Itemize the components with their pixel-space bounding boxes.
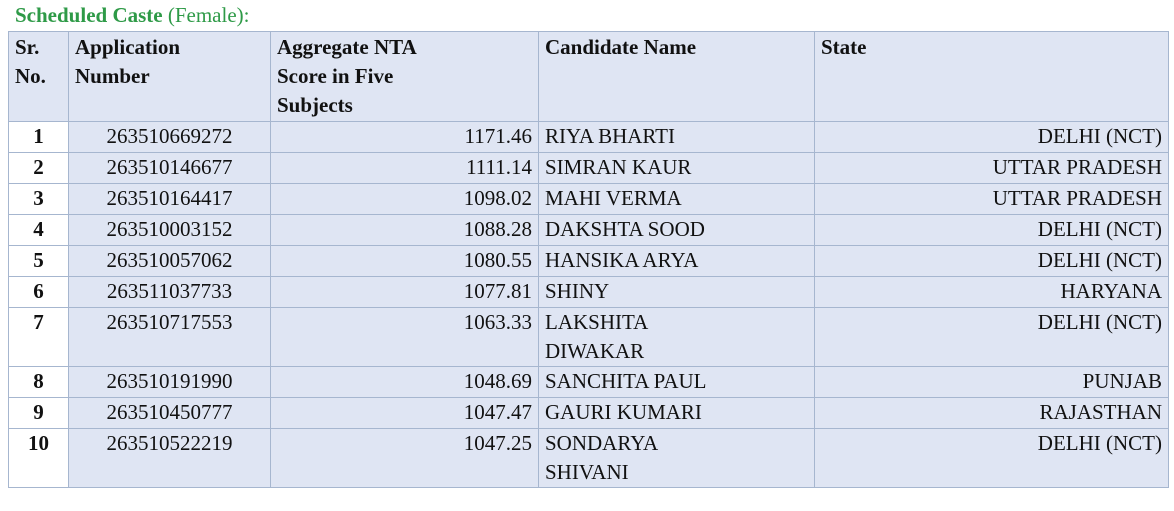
candidate-name-line: SONDARYA <box>545 431 659 455</box>
state-cell: HARYANA <box>815 277 1169 308</box>
candidate-name-line: DIWAKAR <box>545 339 645 363</box>
candidate-name-line: SHINY <box>545 279 610 303</box>
sr-no-cell: 4 <box>9 215 69 246</box>
header-application-line-1: Application <box>75 35 181 59</box>
header-sr-no <box>9 32 69 122</box>
candidate-name-cell <box>539 367 815 398</box>
aggregate-score-cell: 1048.69 <box>271 367 539 398</box>
sr-no-cell: 5 <box>9 246 69 277</box>
candidate-name-line: SIMRAN KAUR <box>545 155 692 179</box>
header-score-line-3: Subjects <box>277 93 353 117</box>
merit-list-table <box>8 31 1169 488</box>
state-cell: DELHI (NCT) <box>815 215 1169 246</box>
table-row <box>9 367 1169 398</box>
application-number-cell: 263510669272 <box>69 122 271 153</box>
aggregate-score-cell: 1063.33 <box>271 308 539 367</box>
candidate-name-cell <box>539 246 815 277</box>
state-cell: UTTAR PRADESH <box>815 184 1169 215</box>
state-cell: DELHI (NCT) <box>815 308 1169 367</box>
aggregate-score-cell: 1111.14 <box>271 153 539 184</box>
sr-no-cell: 1 <box>9 122 69 153</box>
header-state: State <box>815 32 1169 122</box>
candidate-name-line: LAKSHITA <box>545 310 649 334</box>
candidate-name-line: RIYA BHARTI <box>545 124 675 148</box>
application-number-cell: 263510164417 <box>69 184 271 215</box>
header-score-line-1: Aggregate NTA <box>277 35 417 59</box>
aggregate-score-cell: 1047.25 <box>271 429 539 488</box>
application-number-cell: 263511037733 <box>69 277 271 308</box>
table-header <box>9 32 1169 122</box>
table-row <box>9 398 1169 429</box>
state-cell: UTTAR PRADESH <box>815 153 1169 184</box>
candidate-name-cell <box>539 184 815 215</box>
table-row <box>9 308 1169 367</box>
state-cell: RAJASTHAN <box>815 398 1169 429</box>
sr-no-cell: 6 <box>9 277 69 308</box>
table-row <box>9 184 1169 215</box>
candidate-name-cell <box>539 308 815 367</box>
candidate-name-cell <box>539 153 815 184</box>
header-application-number <box>69 32 271 122</box>
sr-no-cell: 2 <box>9 153 69 184</box>
header-row <box>9 32 1169 122</box>
aggregate-score-cell: 1088.28 <box>271 215 539 246</box>
candidate-name-line: MAHI VERMA <box>545 186 682 210</box>
header-aggregate-score <box>271 32 539 122</box>
header-application-line-2: Number <box>75 64 150 88</box>
candidate-name-line: SHIVANI <box>545 460 629 484</box>
application-number-cell: 263510450777 <box>69 398 271 429</box>
sr-no-cell: 7 <box>9 308 69 367</box>
candidate-name-cell <box>539 429 815 488</box>
state-cell: PUNJAB <box>815 367 1169 398</box>
header-candidate-name: Candidate Name <box>539 32 815 122</box>
table-row <box>9 277 1169 308</box>
header-score-line-2: Score in Five <box>277 64 394 88</box>
table-row <box>9 246 1169 277</box>
candidate-name-cell <box>539 398 815 429</box>
sr-no-cell: 3 <box>9 184 69 215</box>
aggregate-score-cell: 1171.46 <box>271 122 539 153</box>
table-row <box>9 153 1169 184</box>
caption-category: Scheduled Caste <box>15 3 163 27</box>
sr-no-cell: 8 <box>9 367 69 398</box>
application-number-cell: 263510522219 <box>69 429 271 488</box>
table-row <box>9 429 1169 488</box>
caption-qualifier: (Female): <box>162 3 250 27</box>
candidate-name-line: GAURI KUMARI <box>545 400 702 424</box>
header-sr-line-1: Sr. <box>15 35 40 59</box>
candidate-name-line: SANCHITA PAUL <box>545 369 707 393</box>
table-row <box>9 215 1169 246</box>
aggregate-score-cell: 1098.02 <box>271 184 539 215</box>
candidate-name-cell <box>539 215 815 246</box>
application-number-cell: 263510717553 <box>69 308 271 367</box>
header-sr-line-2: No. <box>15 64 46 88</box>
section-caption <box>0 0 1174 31</box>
table-body <box>9 122 1169 488</box>
sr-no-cell: 10 <box>9 429 69 488</box>
state-cell: DELHI (NCT) <box>815 122 1169 153</box>
candidate-name-line: HANSIKA ARYA <box>545 248 699 272</box>
candidate-name-cell <box>539 122 815 153</box>
aggregate-score-cell: 1080.55 <box>271 246 539 277</box>
candidate-name-cell <box>539 277 815 308</box>
state-cell: DELHI (NCT) <box>815 429 1169 488</box>
application-number-cell: 263510003152 <box>69 215 271 246</box>
aggregate-score-cell: 1047.47 <box>271 398 539 429</box>
table-row <box>9 122 1169 153</box>
aggregate-score-cell: 1077.81 <box>271 277 539 308</box>
application-number-cell: 263510191990 <box>69 367 271 398</box>
state-cell: DELHI (NCT) <box>815 246 1169 277</box>
candidate-name-line: DAKSHTA SOOD <box>545 217 705 241</box>
application-number-cell: 263510146677 <box>69 153 271 184</box>
sr-no-cell: 9 <box>9 398 69 429</box>
application-number-cell: 263510057062 <box>69 246 271 277</box>
